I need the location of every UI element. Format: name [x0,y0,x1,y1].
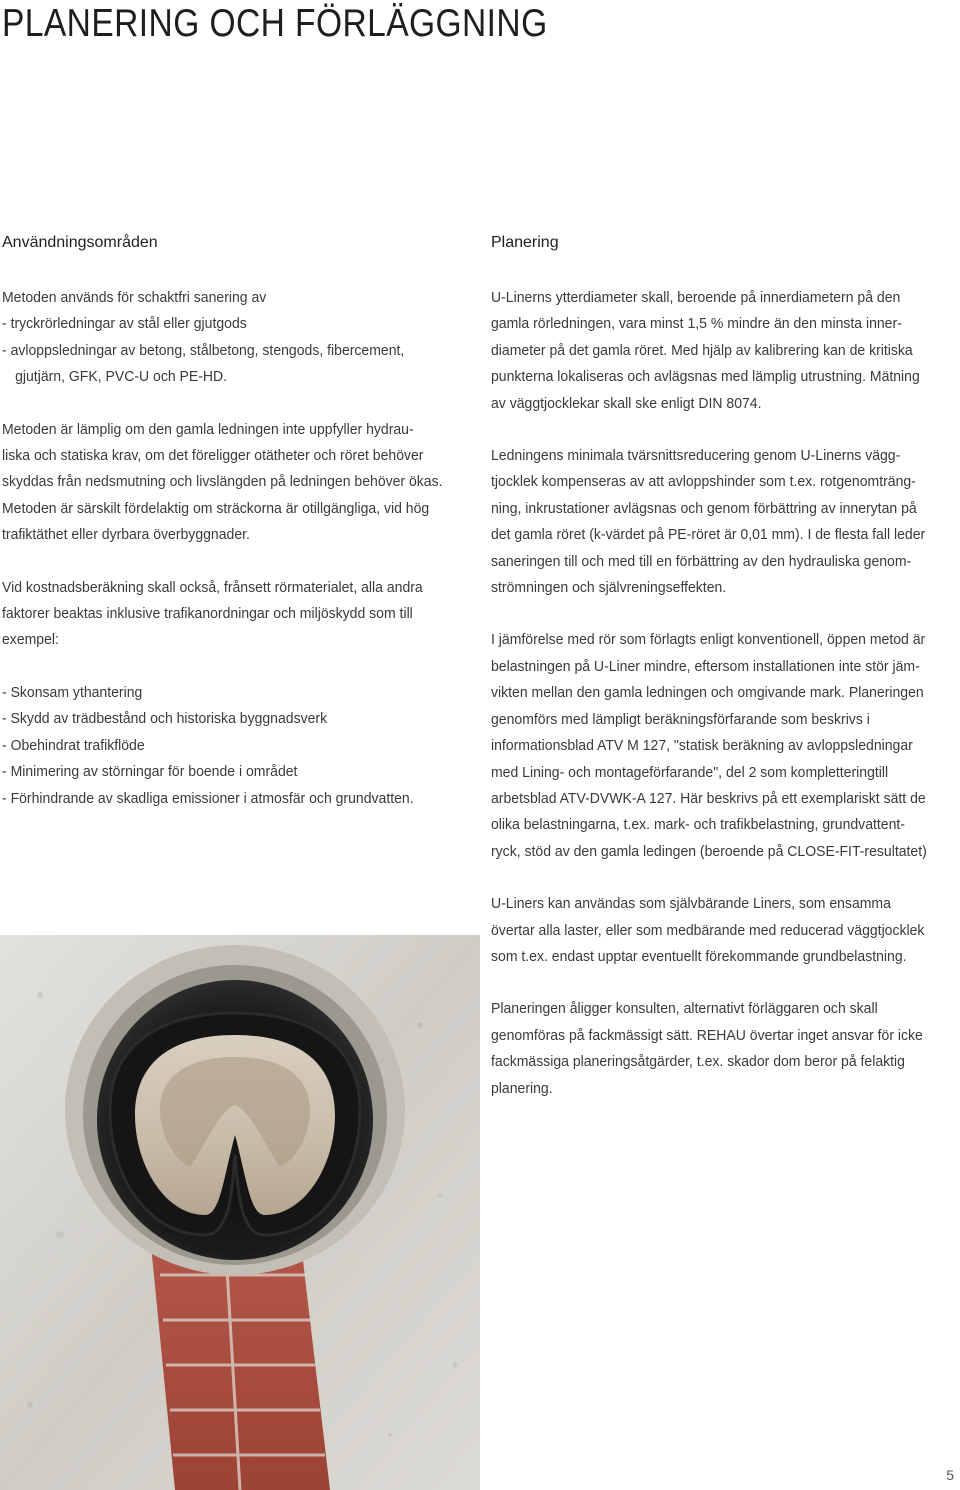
text-line: diameter på det gamla röret. Med hjälp av kalibrering kan de kritiska [491,341,913,359]
text-line: saneringen till och med till en förbättring av den hydrauliska genom- [491,552,912,570]
text-line: U-Linerns ytterdiameter skall, beroende på innerdiametern på den [491,289,901,306]
right-column [491,233,960,1102]
text-line: det gamla röret (k-värdet på PE-röret är 0,01 mm). I de flesta fall leder [491,526,926,544]
text-line: exempel: [2,631,59,649]
left-paragraph-1 [2,285,441,391]
right-paragraph-4 [491,891,930,970]
text-line: tjocklek kompenseras av att avloppshinder som t.ex. rotgenomträng- [491,473,916,491]
text-line: gjutjärn, GFK, PVC-U och PE-HD. [15,368,228,386]
list-item: - Skydd av trädbestånd och historiska byggnadsverk [2,710,328,728]
text-line: som t.ex. endast upptar eventuellt förekommande grundbelastning. [491,947,907,965]
text-line: Metoden är lämplig om den gamla ledningen inte uppfyller hydrau- [2,420,414,438]
text-line: ning, inkrustationer avlägsnas och genom förbättring av innerytan på [491,499,917,517]
page-title: PLANERING OCH FÖRLÄGGNING [2,2,548,45]
right-heading: Planering [491,234,559,251]
left-paragraph-3 [2,575,441,654]
text-line: informationsblad ATV M 127, "statisk beräkning av avloppsledningar [491,737,913,755]
text-line: planering. [491,1079,553,1097]
left-paragraph-2 [2,417,441,549]
text-line: trafiktäthet eller dyrbara överbyggnader. [2,526,250,544]
text-line: genomförs med lämpligt beräkningsförfarande som beskrivs i [491,710,870,728]
list-item: - Skonsam ythantering [2,683,143,701]
text-line: belastningen på U-Liner mindre, eftersom installationen inte stör jäm- [491,657,920,675]
text-line: arbetsblad ATV-DVWK-A 127. Här beskrivs på ett exemplariskt sätt de [491,789,926,807]
text-line: skyddas från nedsmutning och livslängden på ledningen behöver ökas. [2,473,443,491]
text-line: faktorer beaktas inklusive trafikanordningar och miljöskydd som till [2,605,413,623]
left-heading: Användningsområden [2,234,158,251]
text-line: Metoden är särskilt fördelaktig om sträckorna är otillgängliga, vid hög [2,499,430,517]
right-paragraph-1 [491,285,930,417]
text-line: I jämförelse med rör som förlagts enligt konventionell, öppen metod är [491,631,926,649]
text-line: Planeringen åligger konsulten, alternativt förläggaren och skall [491,1000,878,1018]
right-paragraph-2 [491,443,930,601]
text-line: olika belastningarna, t.ex. mark- och trafikbelastning, grundvattent- [491,816,905,834]
text-line: gamla rörledningen, vara minst 1,5 % mindre än den minsta inner- [491,315,902,333]
u-liner-illustration [0,935,480,1490]
text-line: med Lining- och montageförfarande", del 2 som kompletteringtill [491,763,889,781]
list-item: - Obehindrat trafikflöde [2,736,145,754]
list-item: - Minimering av störningar för boende i området [2,763,298,781]
u-liner-photo [0,935,480,1490]
text-line: fackmässiga planeringsåtgärder, t.ex. skador dom beror på felaktig [491,1053,905,1071]
text-line: övertar alla laster, eller som medbärande med reducerad väggtjocklek [491,921,925,939]
text-line: ryck, stöd av den gamla ledingen (beroende på CLOSE-FIT-resultatet) [491,842,927,860]
text-line: vikten mellan den gamla ledningen och omgivande mark. Planeringen [491,684,924,702]
right-paragraph-5 [491,996,930,1102]
text-line: Vid kostnadsberäkning skall också, frånsett rörmaterialet, alla andra [2,578,423,596]
left-column [2,233,472,812]
list-item: - Förhindrande av skadliga emissioner i atmosfär och grundvatten. [2,789,414,807]
text-line: Metoden används för schaktfri sanering av [2,289,267,306]
text-line: Ledningens minimala tvärsnittsreducering genom U-Linerns vägg- [491,447,901,465]
text-line: liska och statiska krav, om det föreligger otätheter och röret behöver [2,447,424,465]
left-bullet-list [2,680,441,812]
text-line: U-Liners kan användas som självbärande Liners, som ensamma [491,895,891,913]
text-line: - avloppsledningar av betong, stålbetong, stengods, fibercement, [2,341,405,359]
text-line: av väggtjocklekar skall ske enligt DIN 8074. [491,394,762,412]
page-number: 5 [946,1467,954,1483]
right-paragraph-3 [491,627,930,865]
text-line: punkterna lokaliseras och avlägsnas med lämplig utrustning. Mätning [491,368,920,386]
text-line: strömningen och självreningseffekten. [491,579,727,597]
text-line: genomföras på fackmässigt sätt. REHAU övertar inget ansvar för icke [491,1026,923,1044]
text-line: - tryckrörledningar av stål eller gjutgods [2,315,247,333]
